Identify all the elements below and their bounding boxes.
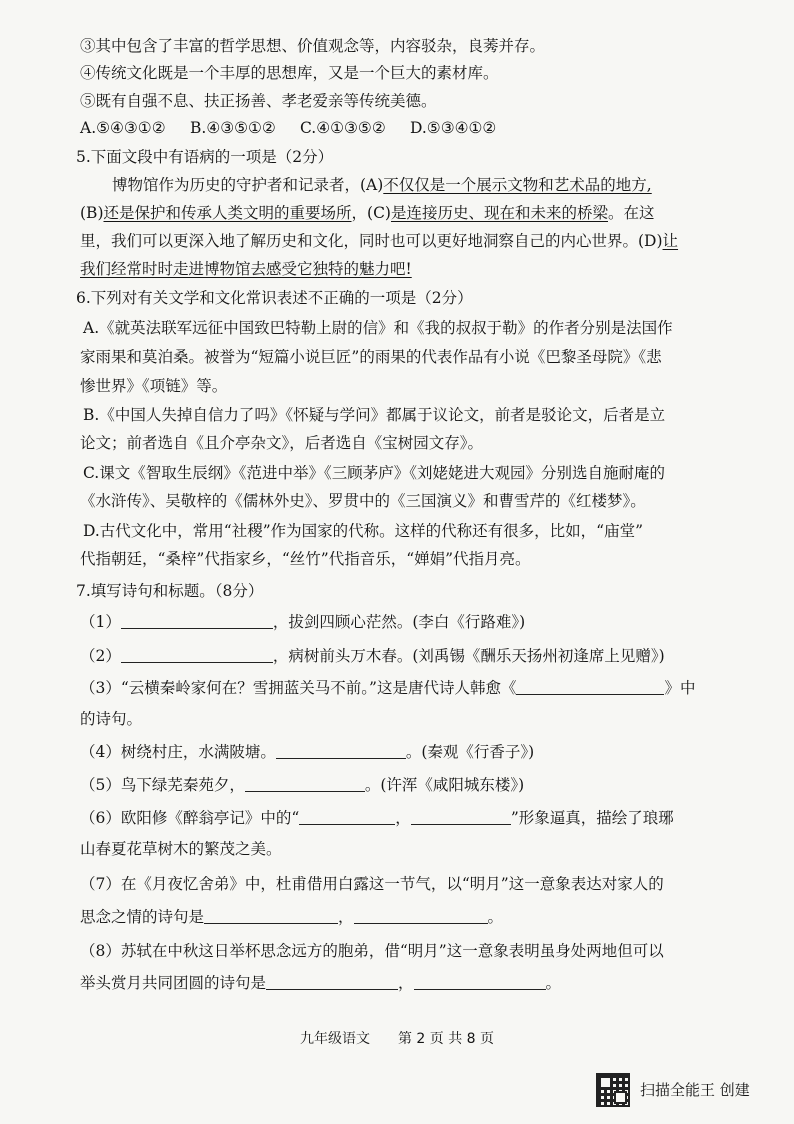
q7-stem: 7.填写诗句和标题。（8分） xyxy=(76,582,264,600)
q5-segment-c: 是连接历史、现在和未来的桥梁 xyxy=(390,204,608,222)
answer-blank[interactable] xyxy=(121,612,273,629)
q4-option-a: A.⑤④③①② xyxy=(80,119,166,137)
answer-blank[interactable] xyxy=(354,907,488,924)
q4-option-b: B.④③⑤①② xyxy=(190,119,276,137)
q5-passage-line-4 xyxy=(80,258,780,280)
q4-item-5: ⑤既有自强不息、扶正扬善、孝老爱亲等传统美德。 xyxy=(80,92,437,110)
q5-passage-line-1: 博物馆作为历史的守护者和记录者，(A)不仅仅是一个展示文物和艺术品的地方, xyxy=(112,176,652,194)
q6-option-b-line-1: B.《中国人失掉自信力了吗》《怀疑与学问》都属于议论文，前者是驳论文，后者是立 xyxy=(83,406,666,424)
q7-item-1: （1） ，拔剑四顾心茫然。(李白《行路难》) xyxy=(80,613,526,631)
scanner-credit: 扫描全能王 创建 xyxy=(640,1081,750,1099)
q7-item-4: （4）树绕村庄，水满陂塘。 。(秦观《行香子》) xyxy=(80,743,535,761)
q4-item-3: ③其中包含了丰富的哲学思想、价值观念等，内容驳杂，良莠并存。 xyxy=(80,37,546,55)
q7-item-6-line-1: （6）欧阳修《醉翁亭记》中的“ ， ”形象逼真，描绘了琅琊 xyxy=(80,809,674,827)
q6-option-d-line-1: D.古代文化中，常用“社稷”作为国家的代称。这样的代称还有很多，比如，“庙堂” xyxy=(83,522,644,540)
q4-option-d: D.⑤③④①② xyxy=(410,119,497,137)
q5-segment-a: 不仅仅是一个展示文物和艺术品的地方, xyxy=(383,176,652,194)
q7-item-5: （5）鸟下绿芜秦苑夕， 。(许浑《咸阳城东楼》) xyxy=(80,776,525,794)
page-footer xyxy=(0,1028,794,1048)
q7-item-8-line-1: （8）苏轼在中秋这日举杯思念远方的胞弟，借“明月”这一意象表明虽身处两地但可以 xyxy=(80,942,664,960)
answer-blank[interactable] xyxy=(276,742,406,759)
q6-option-c-line-2: 《水浒传》、吴敬梓的《儒林外史》、罗贯中的《三国演义》和曹雪芹的《红楼梦》。 xyxy=(80,492,646,510)
q7-item-8-line-2: 举头赏月共同团圆的诗句是 ， 。 xyxy=(80,974,562,992)
footer-page-number: 第 2 页 共 8 页 xyxy=(397,1031,495,1047)
qr-code-icon xyxy=(596,1073,630,1107)
q5-segment-d: 我们经常时时走进博物馆去感受它独特的魅力吧! xyxy=(80,260,412,278)
q5-stem: 5.下面文段中有语病的一项是（2分） xyxy=(76,148,334,166)
q4-item-4: ④传统文化既是一个丰厚的思想库，又是一个巨大的素材库。 xyxy=(80,64,499,82)
q6-stem: 6.下列对有关文学和文化常识表述不正确的一项是（2分） xyxy=(76,289,473,307)
q7-item-6-line-2: 山春夏花草树木的繁茂之美。 xyxy=(80,840,282,858)
q4-option-c: C.④①③⑤② xyxy=(300,119,386,137)
q7-item-3-line-2: 的诗句。 xyxy=(80,710,143,728)
answer-blank[interactable] xyxy=(245,775,365,792)
q5-passage-line-2: (B)还是保护和传承人类文明的重要场所，(C)是连接历史、现在和未来的桥梁。在这 xyxy=(80,204,655,222)
q7-item-3-line-1: （3）“云横秦岭家何在？雪拥蓝关马不前。”这是唐代诗人韩愈《 》中 xyxy=(80,679,696,697)
q6-option-a-line-1: A.《就英法联军远征中国致巴特勒上尉的信》和《我的叔叔于勒》的作者分别是法国作 xyxy=(83,319,673,337)
q6-option-d-line-2: 代指朝廷，“桑梓”代指家乡，“丝竹”代指音乐，“婵娟”代指月亮。 xyxy=(80,550,531,568)
q5-segment-d-start: 让 xyxy=(662,232,679,250)
q7-item-7-line-2: 思念之情的诗句是 ， 。 xyxy=(80,908,504,926)
q6-option-c-line-1: C.课文《智取生辰纲》《范进中举》《三顾茅庐》《刘姥姥进大观园》分别选自施耐庵的 xyxy=(83,464,665,482)
answer-blank[interactable] xyxy=(414,973,546,990)
answer-blank[interactable] xyxy=(299,808,395,825)
answer-blank[interactable] xyxy=(266,973,398,990)
q6-option-a-line-2: 家雨果和莫泊桑。被誉为“短篇小说巨匠”的雨果的代表作品有小说《巴黎圣母院》《悲 xyxy=(80,348,662,366)
q6-option-a-line-3: 惨世界》《项链》等。 xyxy=(80,377,228,395)
footer-subject: 九年级语文 xyxy=(299,1031,370,1047)
answer-blank[interactable] xyxy=(411,808,511,825)
q4-options xyxy=(80,117,780,139)
answer-blank[interactable] xyxy=(204,907,338,924)
q7-item-7-line-1: （7）在《月夜忆舍弟》中，杜甫借用白露这一节气，以“明月”这一意象表达对家人的 xyxy=(80,875,664,893)
answer-blank[interactable] xyxy=(516,678,664,695)
q5-passage-line-3: 里，我们可以更深入地了解历史和文化，同时也可以更好地洞察自己的内心世界。(D)让 xyxy=(80,232,679,250)
q5-segment-b: 还是保护和传承人类文明的重要场所 xyxy=(103,204,352,222)
answer-blank[interactable] xyxy=(121,646,273,663)
q7-item-2: （2） ，病树前头万木春。(刘禹锡《酬乐天扬州初逢席上见赠》) xyxy=(80,647,665,665)
q6-option-b-line-2: 论文；前者选自《且介亭杂文》，后者选自《宝树园文存》。 xyxy=(80,434,484,452)
